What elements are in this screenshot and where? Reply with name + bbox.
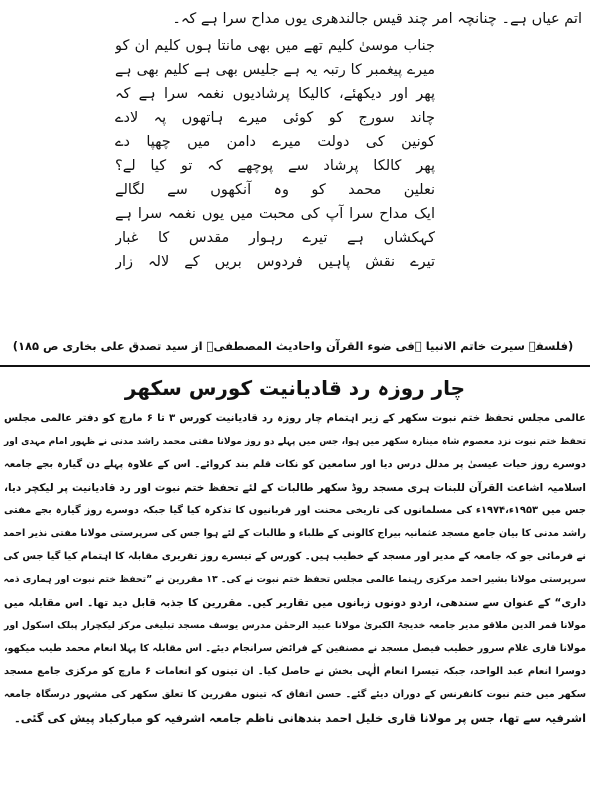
verse-line: تیرے نقش پاہیں فردوس بریں کے لالہ زار (115, 254, 435, 270)
verse-line: چاند سورج کو کوئی میرے ہاتھوں پہ لادے (115, 110, 435, 126)
paragraph-line: دوسرا انعام عبد الواحد، جبکہ تیسرا انعام الٰہی بخش نے حاصل کیا۔ ان تینوں کو انعامات ۶ مارچ کو مرکزی جامع مسجد (4, 666, 586, 677)
verse-line: ایک مداح سرا آپ کی محبت میں یوں نغمہ سرا ہے (115, 206, 435, 222)
verse-line: کہکشاں ہے تیرے رہوار مقدس کا غبار (115, 230, 435, 246)
citation: (فلسفہ سیرت خاتم الانبیا ؐفی ضوء القرآن واحادیث المصطفیؐ از سید تصدق علی بخاری ص ۱۸۵) (12, 339, 574, 353)
paragraph-line: داری“ کے عنوان سے سندھی، اردو دونوں زبانوں میں تقاریر کیں۔ مقررین کا جذبہ قابل دید تھا۔ اس مقابلہ میں (4, 597, 586, 609)
paragraph-line: اسلامیہ اشاعت القرآن للبنات ہری مسجد روڈ سکھر طالبات کے لئے تحفظ ختم نبوت اور رد قادیانیت پر لیکچر دیا، (4, 482, 586, 494)
verse-line: میرے پیغمبر کا رتبہ یہ ہے جلیس بھی ہے کلیم بھی ہے (115, 62, 435, 78)
paragraph-line: نے فرمائی جو کہ جامعہ کے مدیر اور مسجد کے خطیب ہیں۔ کورس کے تیسرے روز تقریری مقابلہ کا اہتمام کیا گیا جس کی (3, 551, 586, 562)
paragraph-line: سرپرستی مولانا بشیر احمد مرکزی رہنما عالمی مجلس تحفظ ختم نبوت نے کی۔ ۱۳ مقررین نے ”تحفظ ختم نبوت اور ہماری ذمہ (3, 574, 586, 585)
article-title: چار روزہ رد قادیانیت کورس سکھر (124, 376, 466, 400)
section-divider (0, 365, 590, 367)
paragraph-line: تحفظ ختم نبوت نزد معصوم شاہ مینارہ سکھر میں ہوا، جس میں پہلے دو روز مولانا مفتی محمد راشد مدنی نے ظہور امام مہدی اور (4, 437, 586, 447)
paragraph-line: سکھر میں ختم نبوت کانفرنس کے دوران دیئے گئے۔ حسن اتفاق کہ تینوں مقررین کا تعلق سکھر کی مشہور درسگاہ جامعہ (4, 689, 586, 700)
paragraph-line: مولانا قاری غلام سرور خطیب فیصل مسجد نے مصنفین کے فرائض سرانجام دیئے۔ اس مقابلہ کا پہلا انعام محمد طیب میکھو، (4, 643, 586, 654)
verse-line: پھر کالکا پرشاد سے پوچھے کہ تو کیا لے؟ (115, 158, 435, 174)
paragraph-line: مولانا قمر الدین ملاقو مدیر جامعہ خدیجۃ الکبریٰ مولانا عبید الرحمٰن مدرس یوسف مسجد تبلیغی مرکز لیکچرار پبلک اسکول اور (4, 620, 586, 631)
verse-line: پھر اور دیکھئے، کالیکا پرشادیوں نغمہ سرا ہے کہ (115, 86, 435, 102)
verse-line: کونین کی دولت میرے دامن میں چھپا دے (115, 134, 435, 150)
paragraph-line: اشرفیہ سے تھا، جس پر مولانا قاری خلیل احمد بندھانی ناظم جامعہ اشرفیہ کو مبارکباد پیش کی گئی۔ (14, 711, 586, 725)
paragraph-line: عالمی مجلس تحفظ ختم نبوت سکھر کے زیر اہتمام چار روزہ رد قادیانیت کورس ۳ تا ۶ مارچ کو دفتر عالمی مجلس (4, 413, 586, 424)
paragraph-line: دوسرے روز حیات عیسیٰ پر مدلل درس دیا اور سامعین کو نکات قلم بند کروائے۔ اس کے علاوہ پہلے دن گیارہ بجے جامعہ (4, 459, 586, 470)
paragraph-line: راشد مدنی کا بیان جامع مسجد عثمانیہ بیراج کالونی کے طلباء و طالبات کے لئے ہوا جس کی سرپرستی مولانا مفتی نذیر احمد (3, 528, 586, 539)
verse-line: جناب موسیٰ کلیم تھے میں بھی مانتا ہوں کلیم ان کو (115, 38, 435, 54)
intro-line: اتم عیاں ہے۔ چنانچہ امر چند قیس جالندھری یوں مداح سرا ہے کہ۔ (172, 11, 582, 27)
paragraph-line: جس میں ۱۹۵۳ء،۱۹۷۴ء کی مسلمانوں کی تاریخی محنت اور قربانیوں کا تذکرہ کیا گیا جبکہ دوسرے روز گیارہ بجے مفتی (4, 505, 586, 516)
verse-line: نعلین محمد کو وہ آنکھوں سے لگالے (115, 182, 435, 198)
